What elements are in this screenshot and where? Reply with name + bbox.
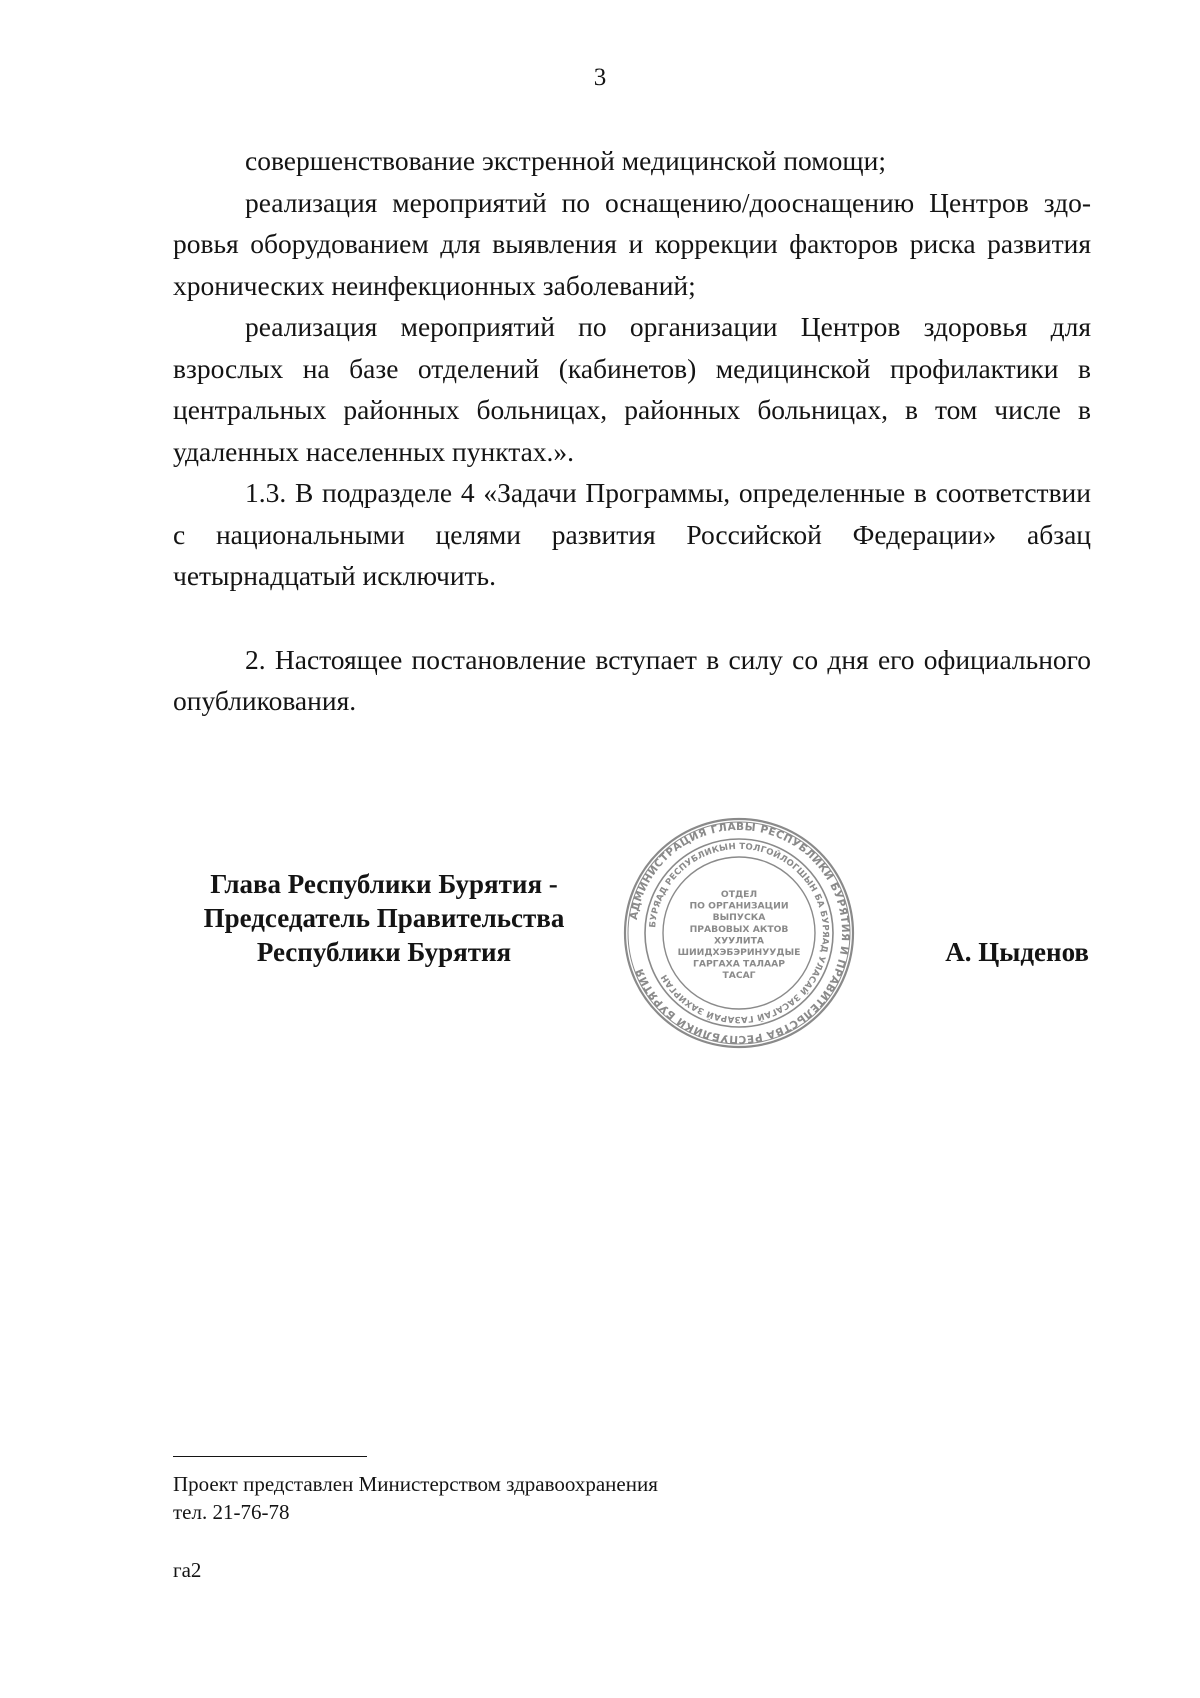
paragraph-clause-1-3: 1.3. В подразделе 4 «Задачи Программы, определенные в соответствии с национальными целями развития Российской Федерации» абзац четырнадцатый исключить.	[173, 477, 1091, 591]
seal-center-line: ГАРГАХА ТАЛААР	[692, 958, 786, 970]
footer-prepared-by: Проект представлен Министерством здравоохранения	[173, 1472, 658, 1496]
paragraph-health-centers-equipment: реализация мероприятий по оснащению/дооснащению Центров здоровья оборудованием для выявления и коррекции факторов риска развития хронических неинфекционных заболеваний;	[173, 186, 1091, 301]
document-body	[173, 140, 1091, 722]
seal-outer-text: АДМИНИСТРАЦИЯ ГЛАВЫ РЕСПУБЛИКИ БУРЯТИЯ И ПРАВИТЕЛЬСТВА РЕСПУБЛИКИ БУРЯТИЯ	[627, 820, 852, 1046]
seal-center-line: ПРАВОВЫХ АКТОВ	[689, 923, 789, 935]
seal-center-line: ПО ОРГАНИЗАЦИИ	[689, 900, 789, 912]
official-seal	[623, 817, 855, 1049]
paragraph-clause-2: 2. Настоящее постановление вступает в силу со дня его официального опубликования.	[173, 643, 1091, 716]
signatory-title-line: Республики Бурятия	[256, 937, 512, 967]
signature-block	[173, 820, 1091, 1062]
seal-center-line: ШИИДХЭБЭРИНУУДЫЕ	[677, 947, 801, 958]
paragraph-emergency-care: совершенствование экстренной медицинской помощи;	[245, 145, 886, 176]
signatory-title	[173, 867, 595, 969]
seal-center-line: ХУУЛИТА	[714, 935, 764, 947]
seal-center-line: ТАСАГ	[722, 970, 756, 982]
footer-code: га2	[173, 1558, 202, 1582]
seal-inner-text: БУРЯАД РЕСПУБЛИКЫН ТОЛГОЙЛОГШЫН БА БУРЯАД УЛАСАЙ ЗАСАГАЙ ГАЗАРАЙ ЗАХИРГАН	[648, 841, 831, 1025]
paragraph-health-centers-organization: реализация мероприятий по организации Центров здоровья для взрослых на базе отделений (кабинетов) медицинской профилактики в центральных районных больницах, районных больницах, в том числе в удаленных населенных пунктах.».	[173, 311, 1091, 467]
footer-phone: тел. 21-76-78	[173, 1500, 290, 1524]
seal-center-line: ОТДЕЛ	[720, 889, 758, 900]
seal-center-line: ВЫПУСКА	[712, 912, 766, 924]
footer-note	[173, 1470, 658, 1526]
signatory-name: А. Цыденов	[945, 937, 1089, 967]
signatory-title-line: Глава Республики Бурятия -	[210, 869, 558, 899]
footer-separator	[173, 1456, 367, 1457]
page-number: 3	[593, 64, 607, 91]
signatory-title-line: Председатель Правительства	[203, 903, 565, 933]
